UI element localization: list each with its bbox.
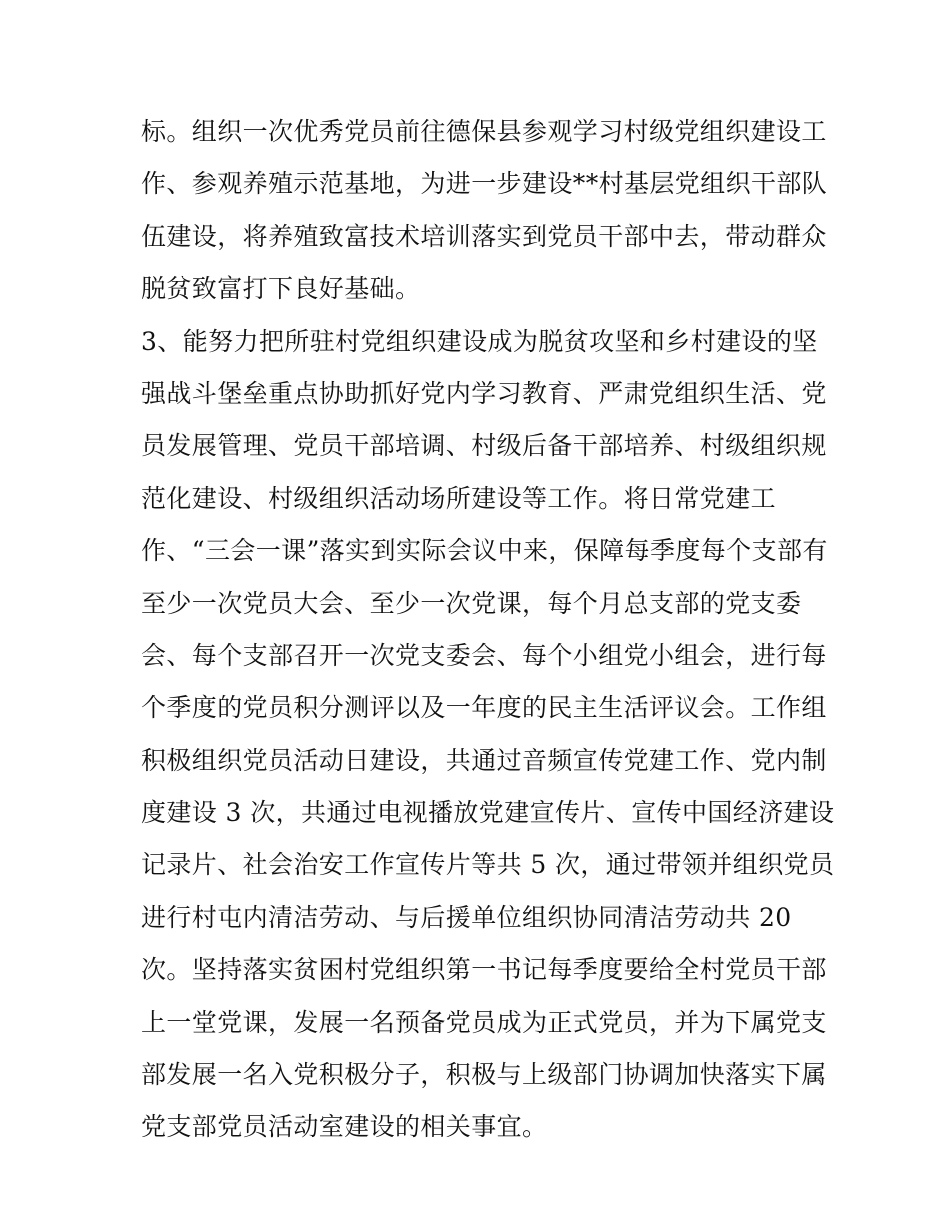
text-line: 范化建设、村级组织活动场所建设等工作。将日常党建工: [141, 483, 777, 513]
text-line: 3、能努力把所驻村党组织建设成为脱贫攻坚和乡村建设的坚: [141, 326, 818, 356]
text-line: 党支部党员活动室建设的相关事宜。: [141, 1112, 548, 1142]
body-text: [141, 106, 835, 1154]
text-line: 记录片、社会治安工作宣传片等共 5 次，通过带领并组织党员: [141, 850, 835, 880]
text-line: 作、“三会一课”落实到实际会议中来，保障每季度每个支部有: [141, 536, 828, 566]
text-line: 伍建设，将养殖致富技术培训落实到党员干部中去，带动群众: [141, 221, 827, 251]
text-line: 脱贫致富打下良好基础。: [141, 274, 421, 304]
text-line: 积极组织党员活动日建设，共通过音频宣传党建工作、党内制: [141, 745, 827, 775]
text-line: 强战斗堡垒重点协助抓好党内学习教育、严肃党组织生活、党: [141, 378, 827, 408]
text-line: 次。坚持落实贫困村党组织第一书记每季度要给全村党员干部: [141, 955, 827, 985]
text-line: 至少一次党员大会、至少一次党课，每个月总支部的党支委: [141, 588, 802, 618]
text-line: 会、每个支部召开一次党支委会、每个小组党小组会，进行每: [141, 640, 827, 670]
text-line: 进行村屯内清洁劳动、与后援单位组织协同清洁劳动共 20: [141, 902, 792, 932]
text-line: 标。组织一次优秀党员前往德保县参观学习村级党组织建设工: [141, 117, 827, 146]
text-line: 员发展管理、党员干部培调、村级后备干部培养、村级组织规: [141, 431, 827, 461]
text-line: 作、参观养殖示范基地，为进一步建设**村基层党组织干部队: [141, 169, 828, 199]
text-line: 度建设 3 次，共通过电视播放党建宣传片、宣传中国经济建设: [141, 798, 835, 828]
text-line: 上一堂党课，发展一名预备党员成为正式党员，并为下属党支: [141, 1007, 827, 1037]
text-line: 部发展一名入党积极分子，积极与上级部门协调加快落实下属: [141, 1060, 827, 1090]
text-line: 个季度的党员积分测评以及一年度的民主生活评议会。工作组: [141, 693, 827, 723]
